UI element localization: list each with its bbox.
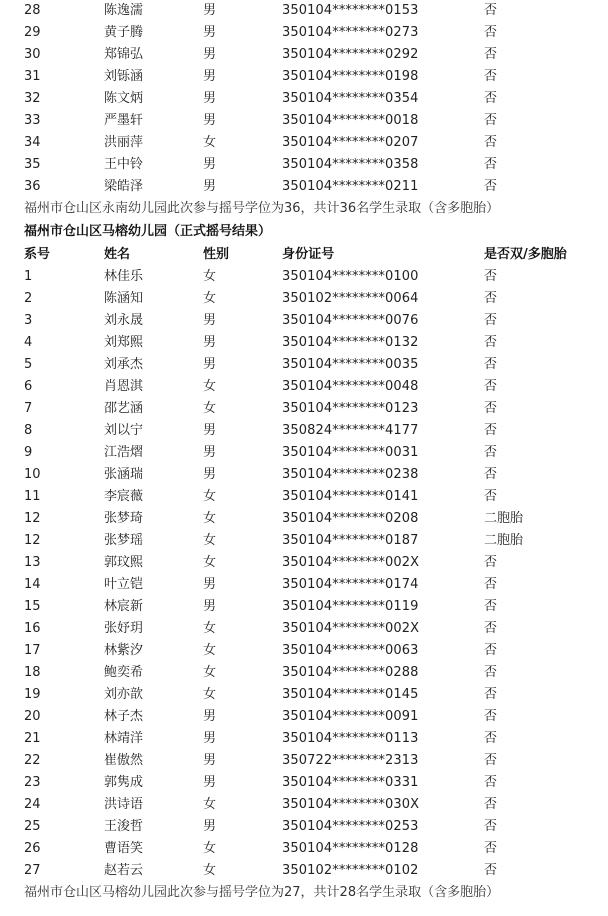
cell-sex: 女: [203, 401, 217, 416]
table-row: [0, 530, 608, 552]
cell-id: 350104********0035: [282, 357, 419, 372]
cell-sex: 女: [203, 533, 217, 548]
cell-twin: 否: [484, 687, 498, 702]
cell-no: 1: [24, 269, 33, 284]
cell-twin: 否: [484, 47, 498, 62]
cell-twin: 否: [484, 489, 498, 504]
table-row: [0, 640, 608, 662]
section-table: [0, 266, 608, 882]
cell-id: 350104********0132: [282, 335, 419, 350]
cell-no: 18: [24, 665, 41, 680]
table-row: [0, 154, 608, 176]
cell-name: 刘郑熙: [104, 335, 144, 350]
cell-twin: 否: [484, 423, 498, 438]
cell-id: 350104********0273: [282, 25, 419, 40]
cell-name: 刘铄涵: [104, 69, 144, 84]
cell-sex: 男: [203, 25, 217, 40]
cell-no: 23: [24, 775, 41, 790]
table-row: [0, 176, 608, 198]
cell-no: 6: [24, 379, 33, 394]
cell-sex: 男: [203, 445, 217, 460]
cell-id: 350104********0128: [282, 841, 419, 856]
cell-name: 张妤玥: [104, 621, 144, 636]
table-row: [0, 0, 608, 22]
cell-no: 12: [24, 511, 41, 526]
table-row: [0, 794, 608, 816]
cell-id: 350104********0141: [282, 489, 419, 504]
cell-twin: 否: [484, 709, 498, 724]
header-sex: 性别: [203, 247, 230, 262]
cell-twin: 否: [484, 335, 498, 350]
table-row: [0, 816, 608, 838]
cell-twin: 否: [484, 599, 498, 614]
cell-twin: 否: [484, 291, 498, 306]
cell-twin: 否: [484, 797, 498, 812]
cell-id: 350104********0198: [282, 69, 419, 84]
cell-no: 21: [24, 731, 41, 746]
table-row: [0, 110, 608, 132]
table-row: [0, 684, 608, 706]
cell-no: 14: [24, 577, 41, 592]
cell-name: 林子杰: [104, 709, 144, 724]
table-row: [0, 596, 608, 618]
cell-id: 350104********0091: [282, 709, 419, 724]
cell-no: 11: [24, 489, 41, 504]
cell-twin: 二胞胎: [484, 511, 524, 526]
cell-id: 350104********0113: [282, 731, 419, 746]
cell-name: 刘永晟: [104, 313, 144, 328]
cell-id: 350104********0048: [282, 379, 419, 394]
cell-no: 12: [24, 533, 41, 548]
cell-id: 350104********0119: [282, 599, 419, 614]
cell-id: 350104********002X: [282, 555, 420, 570]
cell-name: 王浚哲: [104, 819, 144, 834]
cell-sex: 男: [203, 709, 217, 724]
cell-name: 郭玟熙: [104, 555, 144, 570]
table-row: [0, 706, 608, 728]
cell-sex: 女: [203, 621, 217, 636]
prev-section-summary: 福州市仓山区永南幼儿园此次参与摇号学位为36，共计36名学生录取（含多胞胎）: [24, 201, 500, 216]
table-row: [0, 728, 608, 750]
cell-sex: 女: [203, 665, 217, 680]
cell-id: 350102********0102: [282, 863, 419, 878]
cell-name: 叶立铠: [104, 577, 144, 592]
table-row: [0, 662, 608, 684]
cell-name: 肖恩淇: [104, 379, 144, 394]
cell-no: 8: [24, 423, 33, 438]
header-no: 系号: [24, 247, 51, 262]
cell-id: 350104********0031: [282, 445, 419, 460]
cell-twin: 否: [484, 357, 498, 372]
cell-name: 梁皓泽: [104, 179, 144, 194]
cell-name: 鲍奕希: [104, 665, 144, 680]
cell-id: 350104********0187: [282, 533, 419, 548]
cell-id: 350104********0123: [282, 401, 419, 416]
cell-sex: 男: [203, 113, 217, 128]
header-twin: 是否双/多胞胎: [484, 247, 567, 262]
cell-no: 22: [24, 753, 41, 768]
cell-id: 350104********0253: [282, 819, 419, 834]
cell-no: 20: [24, 709, 41, 724]
cell-no: 29: [24, 25, 41, 40]
table-row: [0, 508, 608, 530]
table-row: [0, 772, 608, 794]
cell-no: 2: [24, 291, 33, 306]
cell-name: 曹语笑: [104, 841, 144, 856]
cell-id: 350104********0153: [282, 3, 419, 18]
cell-name: 邵艺涵: [104, 401, 144, 416]
cell-twin: 否: [484, 3, 498, 18]
cell-name: 崔傲然: [104, 753, 144, 768]
cell-name: 刘承杰: [104, 357, 144, 372]
cell-name: 林紫汐: [104, 643, 144, 658]
cell-twin: 否: [484, 621, 498, 636]
cell-id: 350104********0018: [282, 113, 419, 128]
header-name: 姓名: [104, 247, 131, 262]
cell-id: 350104********0288: [282, 665, 419, 680]
cell-no: 16: [24, 621, 41, 636]
cell-sex: 女: [203, 797, 217, 812]
cell-id: 350104********030X: [282, 797, 420, 812]
cell-no: 28: [24, 3, 41, 18]
table-row: [0, 860, 608, 882]
cell-id: 350104********0358: [282, 157, 419, 172]
cell-no: 30: [24, 47, 41, 62]
table-row: [0, 574, 608, 596]
cell-twin: 否: [484, 731, 498, 746]
cell-sex: 男: [203, 819, 217, 834]
table-row: [0, 288, 608, 310]
cell-twin: 否: [484, 135, 498, 150]
cell-sex: 男: [203, 467, 217, 482]
table-row: [0, 552, 608, 574]
cell-id: 350104********0331: [282, 775, 419, 790]
cell-name: 黄子腾: [104, 25, 144, 40]
cell-id: 350104********0238: [282, 467, 419, 482]
cell-sex: 男: [203, 577, 217, 592]
cell-sex: 女: [203, 379, 217, 394]
cell-no: 36: [24, 179, 41, 194]
table-row: [0, 618, 608, 640]
cell-name: 陈文炳: [104, 91, 144, 106]
cell-twin: 否: [484, 313, 498, 328]
cell-id: 350104********0174: [282, 577, 419, 592]
cell-name: 林宸新: [104, 599, 144, 614]
table-row: [0, 66, 608, 88]
cell-id: 350104********0208: [282, 511, 419, 526]
table-row: [0, 22, 608, 44]
cell-sex: 男: [203, 599, 217, 614]
cell-id: 350104********0211: [282, 179, 419, 194]
cell-twin: 否: [484, 25, 498, 40]
cell-no: 15: [24, 599, 41, 614]
cell-no: 26: [24, 841, 41, 856]
table-row: [0, 132, 608, 154]
cell-id: 350102********0064: [282, 291, 419, 306]
cell-sex: 女: [203, 643, 217, 658]
cell-id: 350722********2313: [282, 753, 419, 768]
cell-name: 江浩熠: [104, 445, 144, 460]
cell-no: 19: [24, 687, 41, 702]
cell-name: 王中铃: [104, 157, 144, 172]
cell-sex: 男: [203, 3, 217, 18]
cell-sex: 女: [203, 291, 217, 306]
cell-id: 350104********0207: [282, 135, 419, 150]
cell-sex: 男: [203, 775, 217, 790]
table-row: [0, 44, 608, 66]
cell-id: 350104********0063: [282, 643, 419, 658]
cell-no: 9: [24, 445, 33, 460]
cell-id: 350104********0354: [282, 91, 419, 106]
cell-sex: 女: [203, 135, 217, 150]
cell-twin: 否: [484, 841, 498, 856]
cell-name: 林靖洋: [104, 731, 144, 746]
table-row: [0, 420, 608, 442]
cell-no: 3: [24, 313, 33, 328]
cell-twin: 否: [484, 401, 498, 416]
table-row: [0, 750, 608, 772]
header-id: 身份证号: [282, 247, 335, 262]
cell-no: 4: [24, 335, 33, 350]
cell-twin: 否: [484, 665, 498, 680]
table-row: [0, 464, 608, 486]
cell-id: 350104********0145: [282, 687, 419, 702]
cell-sex: 男: [203, 357, 217, 372]
cell-twin: 否: [484, 69, 498, 84]
table-header: [0, 244, 608, 266]
cell-name: 郑锦弘: [104, 47, 144, 62]
cell-twin: 否: [484, 91, 498, 106]
cell-no: 35: [24, 157, 41, 172]
cell-sex: 男: [203, 335, 217, 350]
cell-twin: 否: [484, 775, 498, 790]
table-row: [0, 266, 608, 288]
table-row: [0, 332, 608, 354]
table-row: [0, 442, 608, 464]
prev-section-table: [0, 0, 608, 198]
cell-sex: 女: [203, 269, 217, 284]
cell-sex: 女: [203, 687, 217, 702]
cell-twin: 否: [484, 467, 498, 482]
cell-sex: 男: [203, 313, 217, 328]
cell-name: 陈逸濡: [104, 3, 144, 18]
cell-sex: 男: [203, 157, 217, 172]
cell-no: 10: [24, 467, 41, 482]
cell-id: 350104********0076: [282, 313, 419, 328]
cell-no: 34: [24, 135, 41, 150]
cell-sex: 女: [203, 489, 217, 504]
cell-sex: 男: [203, 47, 217, 62]
cell-twin: 否: [484, 555, 498, 570]
cell-sex: 女: [203, 841, 217, 856]
cell-name: 张涵瑞: [104, 467, 144, 482]
table-row: [0, 88, 608, 110]
cell-twin: 否: [484, 863, 498, 878]
cell-sex: 男: [203, 179, 217, 194]
table-row: [0, 398, 608, 420]
cell-twin: 否: [484, 113, 498, 128]
cell-no: 33: [24, 113, 41, 128]
table-row: [0, 486, 608, 508]
cell-name: 郭隽成: [104, 775, 144, 790]
section-title: 福州市仓山区马榕幼儿园（正式摇号结果）: [24, 224, 272, 239]
cell-no: 31: [24, 69, 41, 84]
cell-name: 严墨轩: [104, 113, 144, 128]
cell-twin: 否: [484, 643, 498, 658]
cell-name: 洪丽萍: [104, 135, 144, 150]
cell-sex: 女: [203, 863, 217, 878]
cell-no: 32: [24, 91, 41, 106]
cell-sex: 男: [203, 91, 217, 106]
table-row: [0, 310, 608, 332]
section-summary: 福州市仓山区马榕幼儿园此次参与摇号学位为27，共计28名学生录取（含多胞胎）: [24, 885, 500, 900]
cell-id: 350104********002X: [282, 621, 420, 636]
cell-no: 27: [24, 863, 41, 878]
cell-twin: 否: [484, 819, 498, 834]
table-row: [0, 354, 608, 376]
cell-name: 张梦琦: [104, 511, 144, 526]
cell-id: 350104********0292: [282, 47, 419, 62]
cell-name: 李宸薇: [104, 489, 144, 504]
cell-twin: 否: [484, 269, 498, 284]
cell-sex: 男: [203, 753, 217, 768]
cell-twin: 否: [484, 577, 498, 592]
cell-no: 25: [24, 819, 41, 834]
cell-twin: 否: [484, 157, 498, 172]
cell-sex: 男: [203, 69, 217, 84]
cell-no: 17: [24, 643, 41, 658]
cell-name: 洪诗语: [104, 797, 144, 812]
cell-no: 7: [24, 401, 33, 416]
cell-twin: 二胞胎: [484, 533, 524, 548]
cell-sex: 男: [203, 423, 217, 438]
cell-sex: 女: [203, 555, 217, 570]
cell-no: 24: [24, 797, 41, 812]
cell-sex: 男: [203, 731, 217, 746]
cell-name: 张梦瑶: [104, 533, 144, 548]
cell-name: 刘亦歆: [104, 687, 144, 702]
cell-twin: 否: [484, 179, 498, 194]
cell-no: 5: [24, 357, 33, 372]
cell-no: 13: [24, 555, 41, 570]
cell-twin: 否: [484, 379, 498, 394]
cell-name: 赵若云: [104, 863, 144, 878]
cell-twin: 否: [484, 753, 498, 768]
cell-twin: 否: [484, 445, 498, 460]
cell-name: 陈涵知: [104, 291, 144, 306]
cell-sex: 女: [203, 511, 217, 526]
table-row: [0, 838, 608, 860]
cell-id: 350104********0100: [282, 269, 419, 284]
cell-name: 林佳乐: [104, 269, 144, 284]
table-row: [0, 376, 608, 398]
cell-name: 刘以宁: [104, 423, 144, 438]
cell-id: 350824********4177: [282, 423, 419, 438]
